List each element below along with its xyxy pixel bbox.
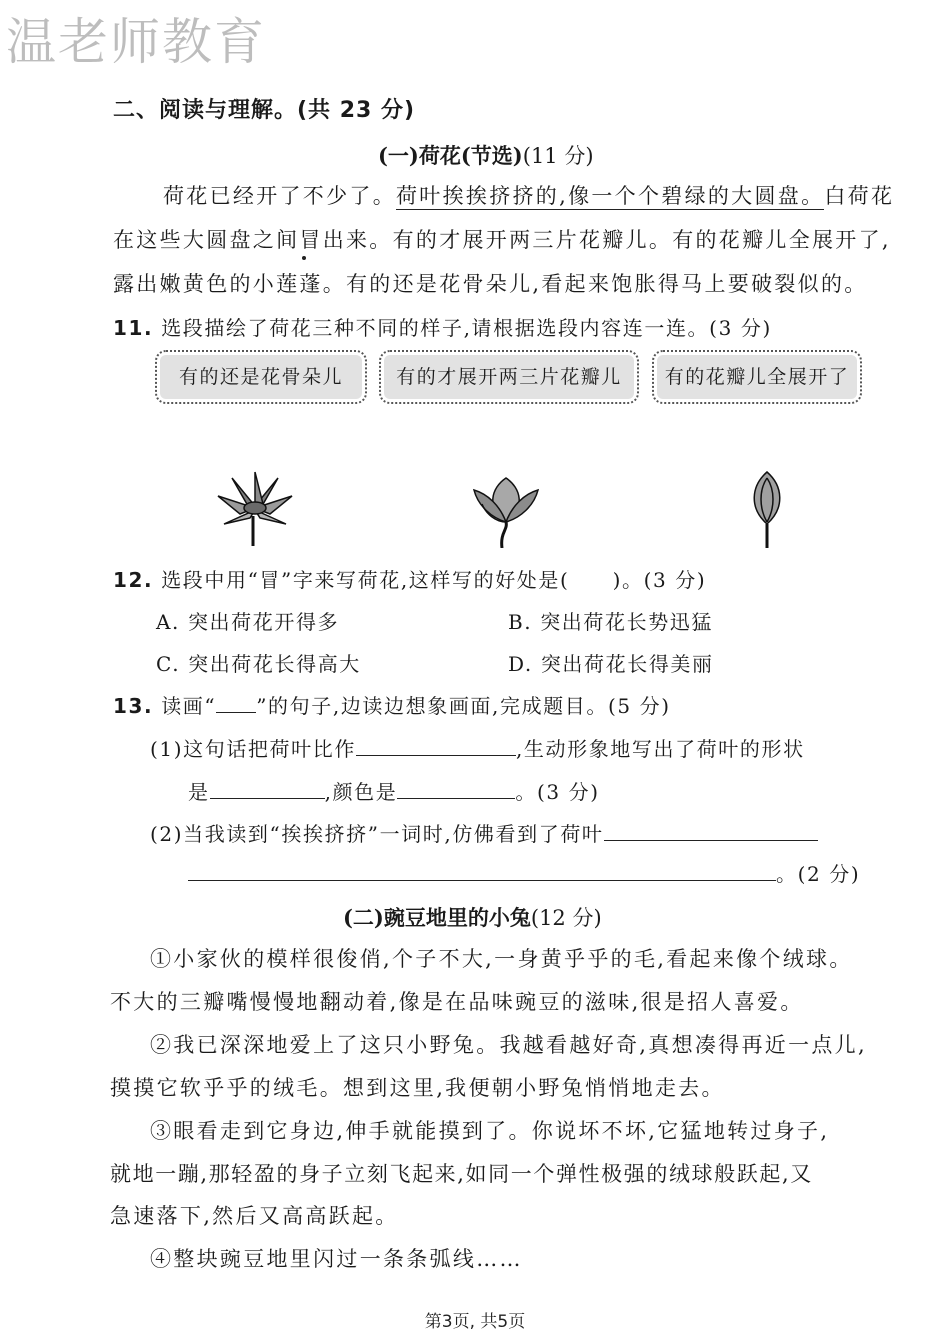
part2-line-2: 不大的三瓣嘴慢慢地翻动着,像是在品味豌豆的滋味,很是招人喜爱。 [110,990,804,1014]
question-12 [113,564,706,593]
passage-line-1 [163,180,894,210]
match-card-half-open[interactable]: 有的才展开两三片花瓣儿 [384,355,634,399]
option-d[interactable]: D. 突出荷花长得美丽 [508,652,714,676]
option-b[interactable]: B. 突出荷花长势迅猛 [508,610,714,634]
question-text: 选段描绘了荷花三种不同的样子,请根据选段内容连一连。(3 分) [161,316,772,340]
sub-question-text: 。(2 分) [776,862,861,886]
answer-blank-imagination-cont[interactable] [188,879,776,881]
question-13 [113,690,671,719]
answer-blank-shape[interactable] [210,797,325,799]
question-number: 13. [113,694,154,718]
sub-question-text: ,颜色是 [324,780,398,804]
answer-blank-color[interactable] [397,797,515,799]
part1-title [378,140,594,170]
watermark: 温老师教育 [6,13,266,71]
q13-sub2-line1 [150,818,818,847]
answer-blank-metaphor[interactable] [356,754,516,756]
part2-line-7: 急速落下,然后又高高跃起。 [110,1204,399,1228]
match-card-bud[interactable]: 有的还是花骨朵儿 [160,355,362,399]
question-text-post: ”的句子,边读边想象画面,完成题目。(5 分) [256,694,671,718]
underlined-sentence: 荷叶挨挨挤挤的,像一个个碧绿的大圆盘。 [396,184,825,208]
part2-line-3: ②我已深深地爱上了这只小野兔。我越看越好奇,真想凑得再近一点儿, [150,1033,867,1057]
answer-blank-imagination[interactable] [604,839,818,841]
question-text-pre: 读画“ [161,694,217,718]
question-number: 12. [113,568,154,592]
question-number: 11. [113,316,154,340]
half-open-lotus-icon[interactable] [466,470,546,548]
part1-title-text: (一)荷花(节选) [378,143,523,168]
part2-line-8: ④整块豌豆地里闪过一条条弧线…… [150,1247,523,1271]
passage-line-3: 露出嫩黄色的小莲蓬。有的还是花骨朵儿,看起来饱胀得马上要破裂似的。 [113,272,868,296]
match-card-full-open[interactable]: 有的花瓣儿全展开了 [657,355,857,399]
part2-title-text: (二)豌豆地里的小兔 [343,905,531,930]
part2-score: (12 分) [530,906,602,930]
part1-score: (11 分) [522,144,594,168]
sub-question-text: (2)当我读到“挨挨挤挤”一词时,仿佛看到了荷叶 [150,822,604,846]
part2-line-4: 摸摸它软乎乎的绒毛。想到这里,我便朝小野兔悄悄地走去。 [110,1076,725,1100]
part2-line-1: ①小家伙的模样很俊俏,个子不大,一身黄乎乎的毛,看起来像个绒球。 [150,947,853,971]
q13-sub1-line2 [188,776,600,805]
emphasis-dot [302,256,306,260]
full-bloom-lotus-icon[interactable] [210,466,300,546]
part2-line-5: ③眼看走到它身边,伸手就能摸到了。你说坏不坏,它猛地转过身子, [150,1119,830,1143]
sub-question-text: (1)这句话把荷叶比作 [150,737,356,761]
option-a[interactable]: A. 突出荷花开得多 [156,610,340,634]
sub-question-text: 是 [188,780,210,804]
lotus-bud-icon[interactable] [743,468,791,548]
part2-title [343,902,602,932]
sub-question-text: ,生动形象地写出了荷叶的形状 [515,737,805,761]
option-c[interactable]: C. 突出荷花长得高大 [156,652,361,676]
answer-blank [216,711,256,713]
q13-sub1-line1 [150,733,805,762]
question-11 [113,312,772,341]
passage-line-2: 在这些大圆盘之间冒出来。有的才展开两三片花瓣儿。有的花瓣儿全展开了, [113,228,891,252]
q13-sub2-line2 [188,858,860,887]
section-title: 二、阅读与理解。(共 23 分) [113,98,416,123]
sub-question-text: 。(3 分) [515,780,600,804]
question-text: 选段中用“冒”字来写荷花,这样写的好处是( )。(3 分) [161,568,707,592]
passage-text: 荷花已经开了不少了。 [163,184,396,208]
passage-text: 白荷花 [824,184,895,208]
part2-line-6: 就地一蹦,那轻盈的身子立刻飞起来,如同一个弹性极强的绒球般跃起,又 [110,1162,813,1186]
page-footer: 第3页, 共5页 [424,1312,526,1332]
